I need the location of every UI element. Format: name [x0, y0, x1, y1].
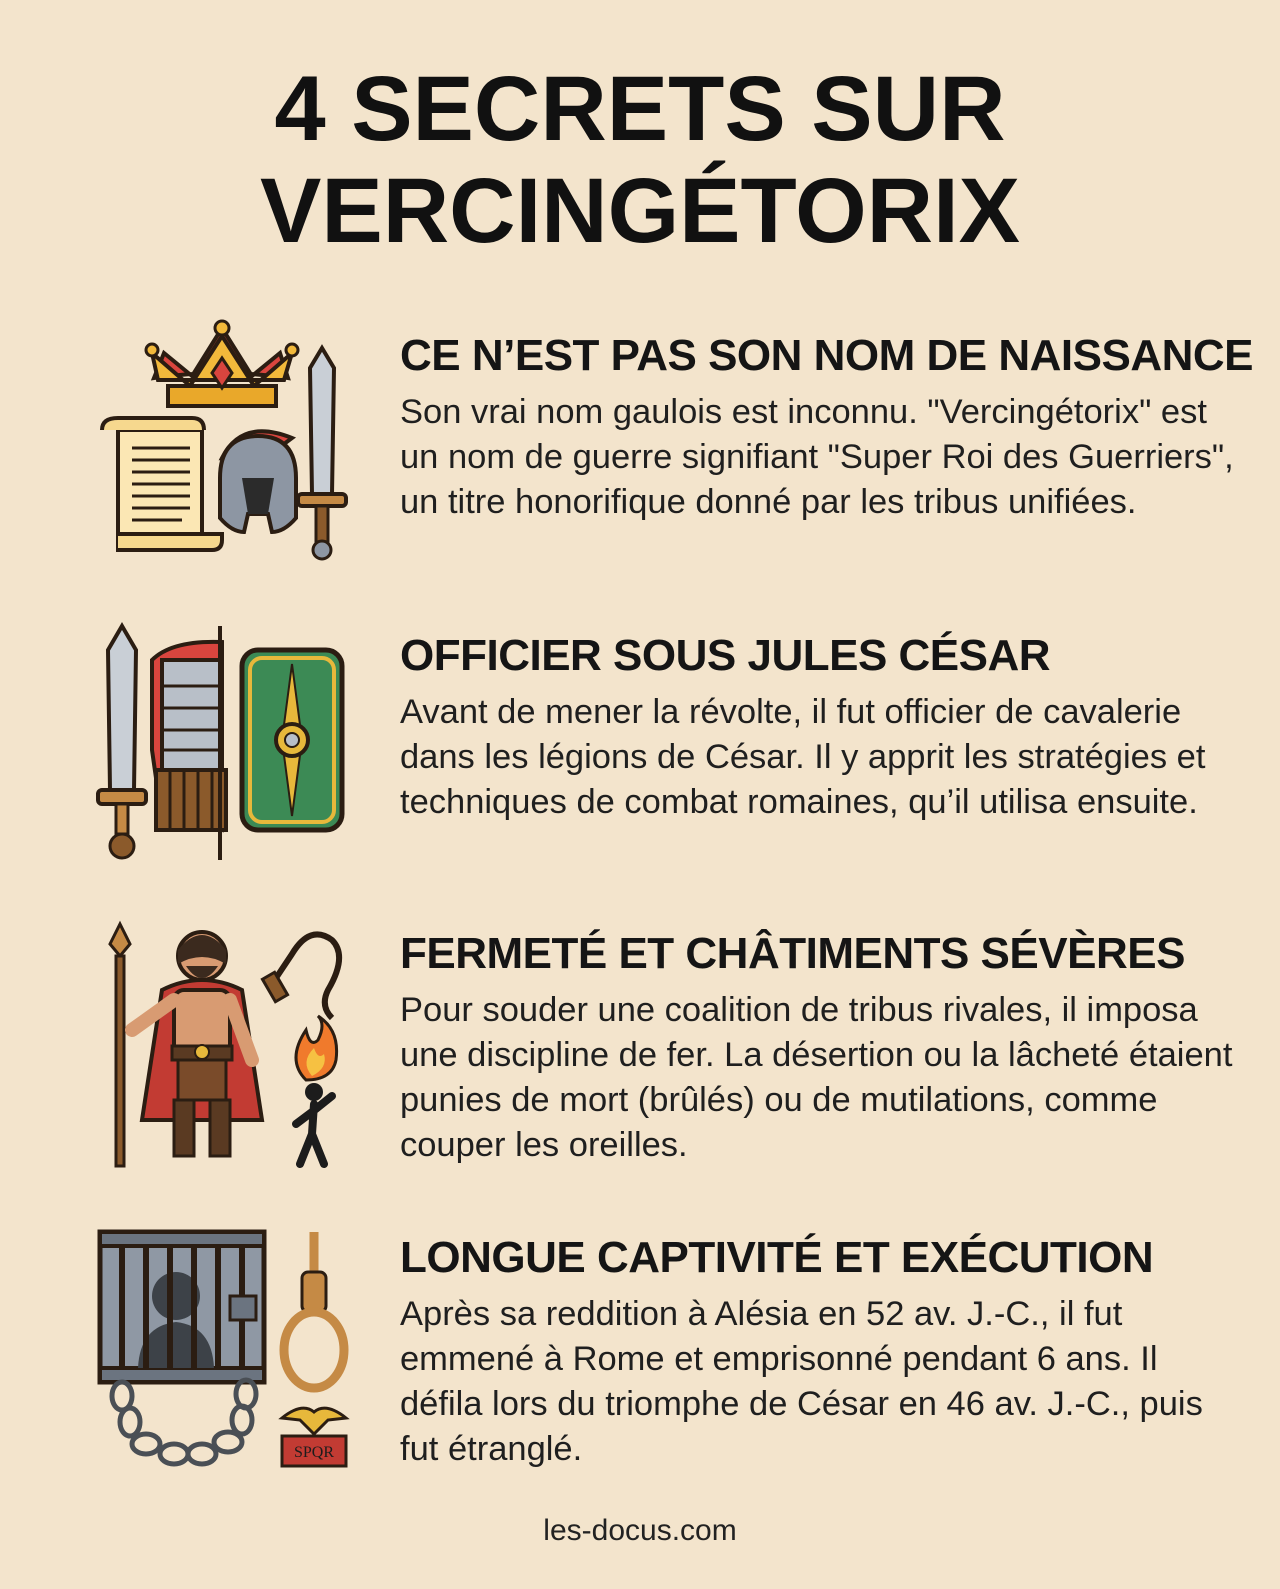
fire-icon	[296, 1016, 337, 1080]
section-1-illustration	[92, 318, 362, 578]
section-3-text: Pour souder une coalition de tribus rivales, il imposa une discipline de fer. La désertion ou la lâcheté étaient punies de mort (brûlés) ou de mutilations, comme couper les oreilles.	[400, 991, 1233, 1164]
section-4-text: Après sa reddition à Alésia en 52 av. J.-C., il fut emmené à Rome et emprisonné pendant 6 ans. Il défila lors du triomphe de César en 46 av. J.-C., puis fut étranglé.	[400, 1295, 1203, 1468]
spear-icon	[110, 924, 130, 1166]
sword-icon	[98, 626, 146, 858]
footer-website: les-docus.com	[543, 1514, 737, 1547]
section-3-illustration	[92, 920, 362, 1180]
section-1-text: Son vrai nom gaulois est inconnu. "Vercingétorix" est un nom de guerre signifiant "Super Roi des Guerriers", un titre honorifique donné par les tribus unifiées.	[400, 393, 1234, 521]
page-title	[0, 58, 1280, 262]
section-1-heading: CE N’EST PAS SON NOM DE NAISSANCE	[400, 331, 1254, 380]
section-2-illustration	[92, 620, 362, 880]
sword-icon	[298, 348, 346, 559]
crown-icon	[146, 321, 298, 406]
section-2-heading: OFFICIER SOUS JULES CÉSAR	[400, 631, 1051, 680]
person-icon	[296, 1083, 332, 1164]
section-4-illustration	[92, 1226, 362, 1486]
title-line-1: 4 SECRETS SUR	[274, 58, 1006, 160]
shield-icon	[242, 650, 342, 830]
roman-armor-icon	[152, 626, 226, 860]
section-2-text: Avant de mener la révolte, il fut officier de cavalerie dans les légions de César. Il y apprit les stratégies et techniques de combat romaines, qu’il utilisa ensuite.	[400, 693, 1206, 821]
section-captivity	[0, 1226, 1280, 1506]
section-discipline	[0, 920, 1280, 1200]
scroll-icon	[102, 418, 222, 550]
prison-cage-icon	[100, 1232, 264, 1382]
chain-icon	[112, 1380, 256, 1464]
whip-icon	[262, 934, 339, 1018]
section-officer	[0, 620, 1280, 900]
warrior-icon	[132, 932, 262, 1156]
section-4-heading: LONGUE CAPTIVITÉ ET EXÉCUTION	[400, 1233, 1154, 1282]
title-line-2: VERCINGÉTORIX	[260, 160, 1020, 262]
noose-icon	[284, 1232, 344, 1388]
spqr-eagle-icon	[282, 1408, 346, 1466]
spqr-label: SPQR	[293, 1444, 335, 1461]
section-3-heading: FERMETÉ ET CHÂTIMENTS SÉVÈRES	[400, 929, 1185, 978]
helmet-icon	[220, 431, 296, 532]
section-birth-name	[0, 318, 1280, 598]
